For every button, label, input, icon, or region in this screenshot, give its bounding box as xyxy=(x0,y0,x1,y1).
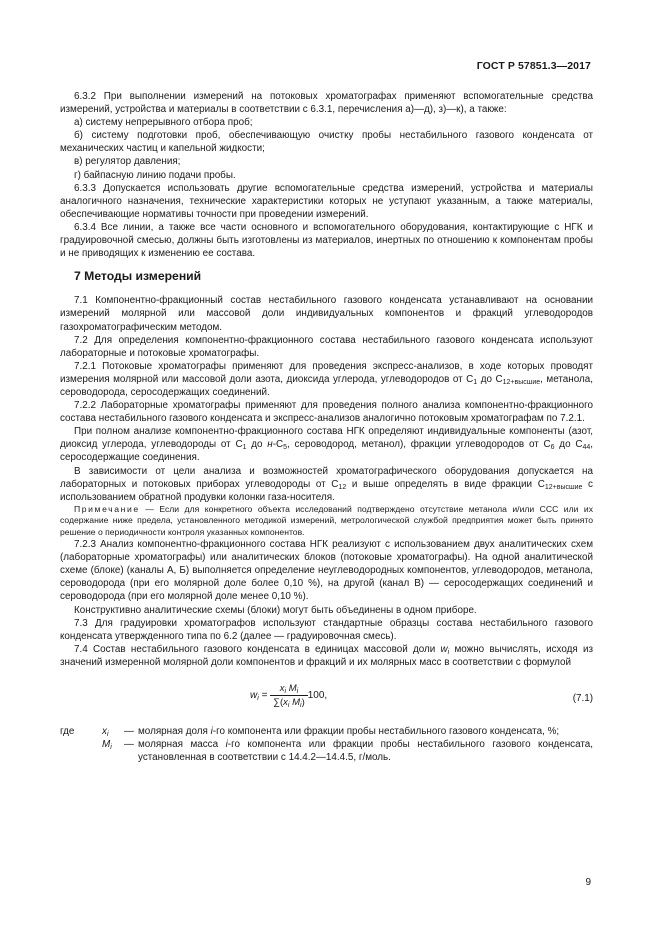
italic-span: i xyxy=(300,702,302,710)
note xyxy=(60,504,593,538)
formula-7-1 xyxy=(60,679,593,715)
formula-body xyxy=(250,682,327,709)
definition-symbol xyxy=(102,725,124,738)
note-text: — Если для конкретного объекта исследований подтверждено отсутствие метанола и/или ССС или их содержание ниже предела, установленного методикой измерений, метрологической службой предприятия может быть принято решение о периодичности контроля указанных компонентов. xyxy=(60,503,593,537)
document-header: ГОСТ Р 57851.3—2017 xyxy=(476,60,591,72)
text-span: При полном анализе компонентно-фракционного состава НГК определяют индивидуальные компоненты (азот, диоксид углерода, углеводороды от C xyxy=(60,426,593,451)
italic-span: M xyxy=(289,697,301,709)
definition-row xyxy=(60,725,593,738)
section-title-7: 7 Методы измерений xyxy=(74,269,202,284)
text-span: ∑( xyxy=(273,697,284,709)
italic-span: i xyxy=(257,695,259,703)
subscript: i xyxy=(106,730,109,738)
definition-text xyxy=(138,725,593,738)
italic-span: x xyxy=(283,697,288,709)
formula-lhs: w xyxy=(250,690,258,702)
text-span: можно вычислять, исходя из значений измеренной молярной доли компонентов и фракций и их молярных масс в соответствии с формулой xyxy=(60,643,593,668)
document-body xyxy=(60,90,593,764)
italic-span: x xyxy=(279,682,285,694)
formula-fraction xyxy=(270,682,308,709)
text-span: -го компонента или фракции пробы нестабильного газового конденсата, установленная в соответствии с 14.4.2—14.4.5, г/моль. xyxy=(138,739,594,764)
list-item-v: в) регулятор давления; xyxy=(74,156,181,168)
paragraph-7-2-3: 7.2.3 Анализ компонентно-фракционного состава НГК реализуют с использованием двух аналитических схем (лабораторные хроматографы) или аналитических блоков (потоковые хроматографы). На одной аналитической схеме (блоке) (каналы А, Б) выполняется определение неуглеводородных компонентов, углеводородов, метанола, сероводорода (при его молярной доле более 0,10 %), на другой (канал В) — серосодержащих соединений и сероводорода (при его молярной доле менее 0,10 %). xyxy=(60,539,593,603)
formula-denominator xyxy=(270,696,308,709)
paragraph-6-3-3: 6.3.3 Допускается использовать другие вспомогательные средства измерений, устройства и материалы аналогичного назначения, технические характеристики которых не уступают указанным, а также материалы, обеспечивающие нормативы точности при проведении измерений. xyxy=(60,182,593,220)
paragraph-full-analysis xyxy=(60,425,593,464)
text-span: , серосодержащие соединения. xyxy=(60,439,593,464)
text-span: -C xyxy=(272,439,284,451)
symbol-text: M xyxy=(102,739,111,751)
text-span: В зависимости от цели анализа и возможностей хроматографического оборудования допускается на лабораторных и потоковых приборах углеводороды от C xyxy=(60,465,593,490)
subscript: 1 xyxy=(473,378,478,386)
paragraph-7-3: 7.3 Для градуировки хроматографов используют стандартные образцы состава нестабильного газового конденсата утвержденного типа по 6.2 (далее — градуировочная смесь). xyxy=(60,617,593,642)
subscript: 12+высшие xyxy=(544,483,583,491)
formula-factor: 100, xyxy=(307,690,328,702)
page-number: 9 xyxy=(585,877,591,888)
text-span: 7.2.1 Потоковые хроматографы применяют для проведения экспресс-анализов, в ходе которых проводят измерения молярной или массовой доли азота, диоксида углерода, углеводородов от C xyxy=(60,360,593,385)
italic-span: M xyxy=(286,682,297,694)
text-span: ) xyxy=(301,697,305,709)
paragraph-7-2-2: 7.2.2 Лабораторные хроматографы применяют для проведения полного анализа компонентно-фракционного состава нестабильного газового конденсата и экспресс-анализов аналогично потоковым хроматографам по 7.2.1. xyxy=(60,400,593,425)
text-span: молярная доля xyxy=(138,725,211,737)
paragraph-constructive: Конструктивно аналитические схемы (блоки) могут быть объединены в одном приборе. xyxy=(74,604,477,616)
subscript: 12+высшие xyxy=(502,378,541,386)
italic-span: w xyxy=(440,643,448,655)
subscript: 12 xyxy=(338,483,347,491)
paragraph-7-1: 7.1 Компонентно-фракционный состав нестабильного газового конденсата устанавливают на основании измерений молярной или массовой доли индивидуальных компонентов и фракций углеводородов газохроматографическим методом. xyxy=(60,295,593,333)
text-span: до C xyxy=(477,373,503,385)
subscript: 6 xyxy=(550,444,555,452)
subscript: 1 xyxy=(242,444,247,452)
paragraph-dependence xyxy=(60,465,593,504)
italic-span: н xyxy=(267,439,273,451)
subscript xyxy=(297,688,299,695)
definition-dash: — xyxy=(124,725,134,737)
text-span: молярная масса xyxy=(138,739,226,751)
subscript: 44 xyxy=(582,444,591,452)
paragraph-6-3-2: 6.3.2 При выполнении измерений на потоковых хроматографах применяют вспомогательные средства измерений, устройства и материалы в соответствии с 6.3.1, перечисления а)—д), з)—к), а также: xyxy=(60,91,593,116)
text-span: до xyxy=(246,439,268,451)
definition-dash: — xyxy=(124,739,134,751)
text-span: 7.4 Состав нестабильного газового конденсата в единицах массовой доли xyxy=(74,643,441,655)
paragraph-6-3-4: 6.3.4 Все линии, а также все части основного и вспомогательного оборудования, контактирующие с НГК и градуировочной смесью, должны быть изготовлены из материалов, инертных по отношению к компонентам пробы и не приводящих к изменению ее состава. xyxy=(60,221,593,260)
paragraph-7-4 xyxy=(60,643,593,669)
formula-number: (7.1) xyxy=(572,692,593,704)
italic-span: i xyxy=(287,702,290,710)
where-label-empty xyxy=(60,738,102,764)
note-label: Примечание xyxy=(74,503,140,514)
subscript: 5 xyxy=(283,444,288,452)
text-span: , сероводород, метанол), фракции углеводородов от C xyxy=(287,439,551,451)
list-item-g: г) байпасную линию подачи пробы. xyxy=(74,169,236,181)
formula-equals: = xyxy=(258,690,271,702)
text-span: и выше определять в виде фракции C xyxy=(346,478,545,490)
formula-numerator xyxy=(270,682,308,696)
text-span: до C xyxy=(554,439,583,451)
list-item-a: а) систему непрерывного отбора проб; xyxy=(74,117,253,129)
italic-span: i xyxy=(284,687,287,695)
definition-row xyxy=(60,738,593,764)
italic-span: i xyxy=(225,739,228,751)
italic-span: i xyxy=(210,725,213,737)
text-span: -го компонента или фракции пробы нестабильного газового конденсата, %; xyxy=(212,725,560,737)
italic-span: i xyxy=(296,687,299,695)
paragraph-7-2-1 xyxy=(60,360,593,399)
definition-symbol xyxy=(102,738,124,764)
text-span: с использованием обратной продувки колонки газа-носителя. xyxy=(60,478,593,503)
paragraph-7-2: 7.2 Для определения компонентно-фракционного состава нестабильного газового конденсата используют лабораторные и потоковые хроматографы. xyxy=(60,334,593,359)
definitions xyxy=(60,725,593,764)
definition-text xyxy=(138,738,593,764)
where-label: где xyxy=(60,725,75,737)
symbol-text: x xyxy=(102,725,107,737)
list-item-b: б) систему подготовки проб, обеспечивающую очистку пробы нестабильного газового конденсата от механических частиц и капельной жидкости; xyxy=(60,130,593,155)
subscript: i xyxy=(110,744,112,752)
italic-span: i xyxy=(447,648,450,656)
text-span: , метанола, сероводорода, серосодержащих соединений. xyxy=(60,373,594,398)
